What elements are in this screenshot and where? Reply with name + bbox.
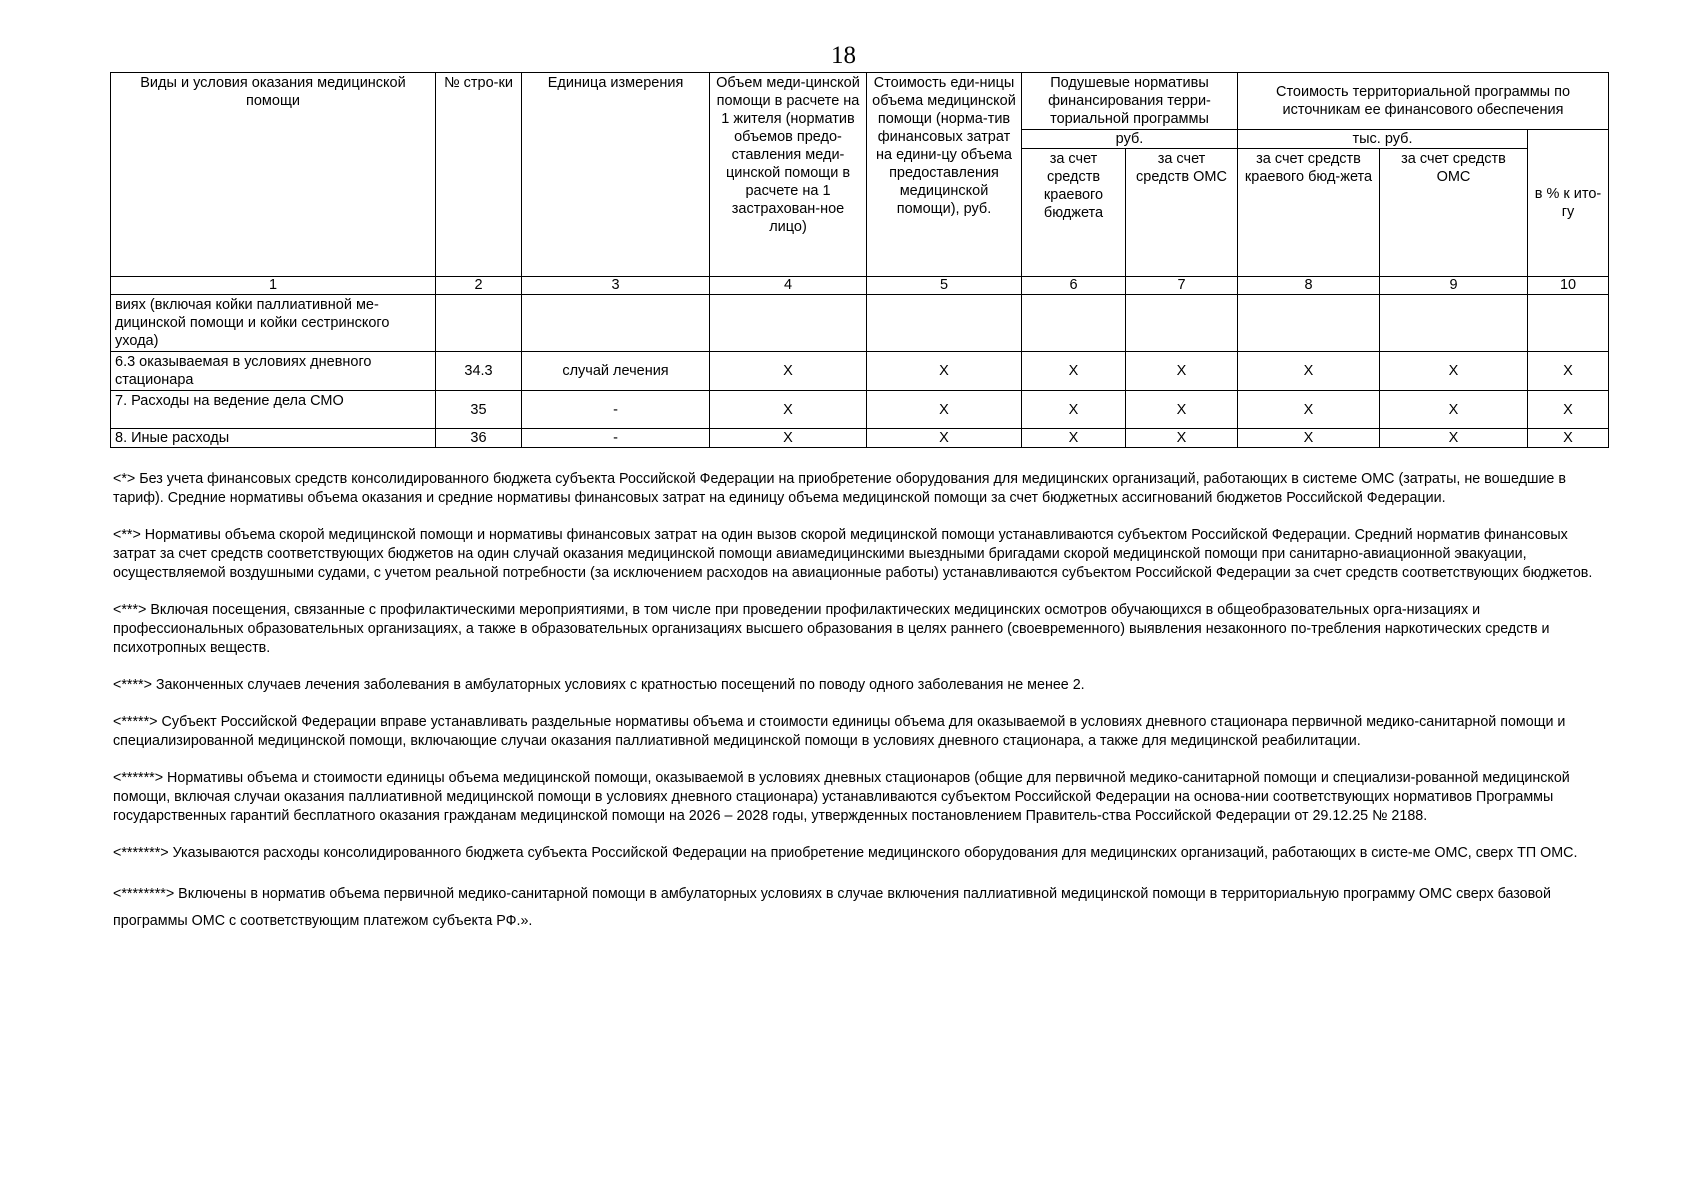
table-cell: X (710, 391, 867, 429)
header-regional-budget-thous: за счет средств краевого бюд-жета (1238, 149, 1380, 277)
table-cell: X (1380, 391, 1528, 429)
row-label: 7. Расходы на ведение дела СМО (111, 391, 436, 429)
footnote: <*> Без учета финансовых средств консолидированного бюджета субъекта Российской Федерации на приобретение оборудования для медицинских организаций, работающих в системе ОМС (затраты, не вошедшие в тариф). Средние нормативы объема оказания и средние нормативы финансовых затрат на единицу объема медицинской помощи за счет бюджетных ассигнований бюджетов Российской Федерации. (113, 471, 1566, 506)
row-label: 8. Иные расходы (111, 429, 436, 448)
table-cell: X (710, 429, 867, 448)
footnote: <**> Нормативы объема скорой медицинской помощи и нормативы финансовых затрат на один вызов скорой медицинской помощи устанавливаются субъектом Российской Федерации. Средний норматив финансовых затрат за счет средств соответствующих бюджетов на один случай оказания медицинской помощи авиамедицинскими выездными бригадами скорой медицинской помощи при санитарно-авиационной эвакуации, осуществляемой воздушными судами, с учетом реальной потребности (за исключением расходов на авиационные работы) устанавливаются субъектом Российской Федерации за счет средств соответствующих бюджетов. (113, 527, 1593, 581)
table-cell (1238, 295, 1380, 352)
table-cell (710, 295, 867, 352)
header-kinds-of-care: Виды и условия оказания медицинской помощи (111, 73, 436, 277)
header-oms-thous: за счет средств ОМС (1380, 149, 1528, 277)
table-cell: X (867, 429, 1022, 448)
table-cell: X (1022, 391, 1126, 429)
footnote: <****> Законченных случаев лечения заболевания в амбулаторных условиях с кратностью посещений по поводу одного заболевания не менее 2. (113, 677, 1085, 693)
table-row (111, 391, 1609, 429)
column-number: 7 (1126, 277, 1238, 295)
column-number: 8 (1238, 277, 1380, 295)
table-row (111, 429, 1609, 448)
table-cell: X (1380, 352, 1528, 391)
table-cell: X (1528, 352, 1609, 391)
table-cell: X (1126, 429, 1238, 448)
table-cell (1528, 295, 1609, 352)
row-label: виях (включая койки паллиативной ме-дицинской помощи и койки сестринского ухода) (111, 295, 436, 352)
table-cell: X (1022, 352, 1126, 391)
table-cell: X (867, 391, 1022, 429)
footnotes (113, 470, 1603, 953)
column-number: 9 (1380, 277, 1528, 295)
table-cell (1380, 295, 1528, 352)
financing-table (110, 72, 1609, 448)
row-label: 6.3 оказываемая в условиях дневного стационара (111, 352, 436, 391)
column-number: 5 (867, 277, 1022, 295)
table-cell: X (1022, 429, 1126, 448)
table-cell: X (1528, 429, 1609, 448)
table-cell (867, 295, 1022, 352)
table-cell: - (522, 391, 710, 429)
column-number: 10 (1528, 277, 1609, 295)
table-cell: 35 (436, 391, 522, 429)
table-cell (1126, 295, 1238, 352)
column-number: 2 (436, 277, 522, 295)
column-numbers-row (111, 277, 1609, 295)
table-cell: X (867, 352, 1022, 391)
footnote: <******> Нормативы объема и стоимости единицы объема медицинской помощи, оказываемой в условиях дневных стационаров (общие для первичной медико-санитарной помощи и специализи-рованной медицинской помощи, включая случаи оказания паллиативной медицинской помощи в условиях дневного стационара) устанавливаются субъектом Российской Федерации на основа-нии соответствующих нормативов Программы государственных гарантий бесплатного оказания гражданам медицинской помощи на 2026 – 2028 годы, утвержденных постановлением Правитель-ства Российской Федерации от 29.12.25 № 2188. (113, 770, 1570, 824)
footnote: <***> Включая посещения, связанные с профилактическими мероприятиями, в том числе при проведении профилактических медицинских осмотров обучающихся в общеобразовательных орга-низациях и профессиональных образовательных организациях, а также в образовательных организациях высшего образования в целях раннего (своевременного) выявления незаконного по-требления наркотических средств и психотропных веществ. (113, 602, 1550, 656)
table-cell: X (1126, 352, 1238, 391)
header-per-capita-norms: Подушевые нормативы финансирования терри-ториальной программы (1022, 73, 1238, 130)
column-number: 6 (1022, 277, 1126, 295)
column-number: 3 (522, 277, 710, 295)
header-percent-total: в % к ито-гу (1528, 130, 1609, 277)
header-unit-cost: Стоимость еди-ницы объема медицинской помощи (норма-тив финансовых затрат на едини-цу объема предоставления медицинской помощи), руб. (867, 73, 1022, 277)
header-row-number: № стро-ки (436, 73, 522, 277)
header-oms-rub: за счет средств ОМС (1126, 149, 1238, 277)
header-program-cost: Стоимость территориальной программы по источникам ее финансового обеспечения (1238, 73, 1609, 130)
table-cell: X (710, 352, 867, 391)
footnote: <*****> Субъект Российской Федерации вправе устанавливать раздельные нормативы объема и стоимости единицы объема для оказываемой в условиях дневного стационара первичной медико-санитарной помощи и специализированной медицинской помощи, включающие случаи оказания паллиативной медицинской помощи в условиях дневного стационара, а также для медицинской реабилитации. (113, 714, 1566, 749)
header-regional-budget-rub: за счет средств краевого бюджета (1022, 149, 1126, 277)
table-cell: 36 (436, 429, 522, 448)
table-cell: X (1126, 391, 1238, 429)
table-cell: X (1238, 391, 1380, 429)
page-number: 18 (831, 42, 856, 69)
header-unit-thous-rub: тыс. руб. (1238, 130, 1528, 149)
table-cell (522, 295, 710, 352)
table-cell: 34.3 (436, 352, 522, 391)
header-unit: Единица измерения (522, 73, 710, 277)
table-cell: X (1238, 352, 1380, 391)
table-cell: X (1238, 429, 1380, 448)
table-cell: X (1528, 391, 1609, 429)
footnote: <********> Включены в норматив объема первичной медико-санитарной помощи в амбулаторных условиях в случае включения паллиативной медицинской помощи в территориальную программу ОМС сверх базовой программы ОМС с соответствующим платежом субъекта РФ.». (113, 886, 1551, 929)
column-number: 4 (710, 277, 867, 295)
header-row-1 (111, 73, 1609, 130)
column-number: 1 (111, 277, 436, 295)
table-cell (1022, 295, 1126, 352)
table-cell: - (522, 429, 710, 448)
table-row (111, 295, 1609, 352)
header-unit-rub: руб. (1022, 130, 1238, 149)
table-row (111, 352, 1609, 391)
table-cell (436, 295, 522, 352)
header-volume: Объем меди-цинской помощи в расчете на 1 жителя (норматив объемов предо-ставления меди-цинской помощи в расчете на 1 застрахован-ное лицо) (710, 73, 867, 277)
table-cell: случай лечения (522, 352, 710, 391)
footnote: <*******> Указываются расходы консолидированного бюджета субъекта Российской Федерации на приобретение медицинского оборудования для медицинских организаций, работающих в систе-ме ОМС, сверх ТП ОМС. (113, 845, 1578, 861)
table-cell: X (1380, 429, 1528, 448)
